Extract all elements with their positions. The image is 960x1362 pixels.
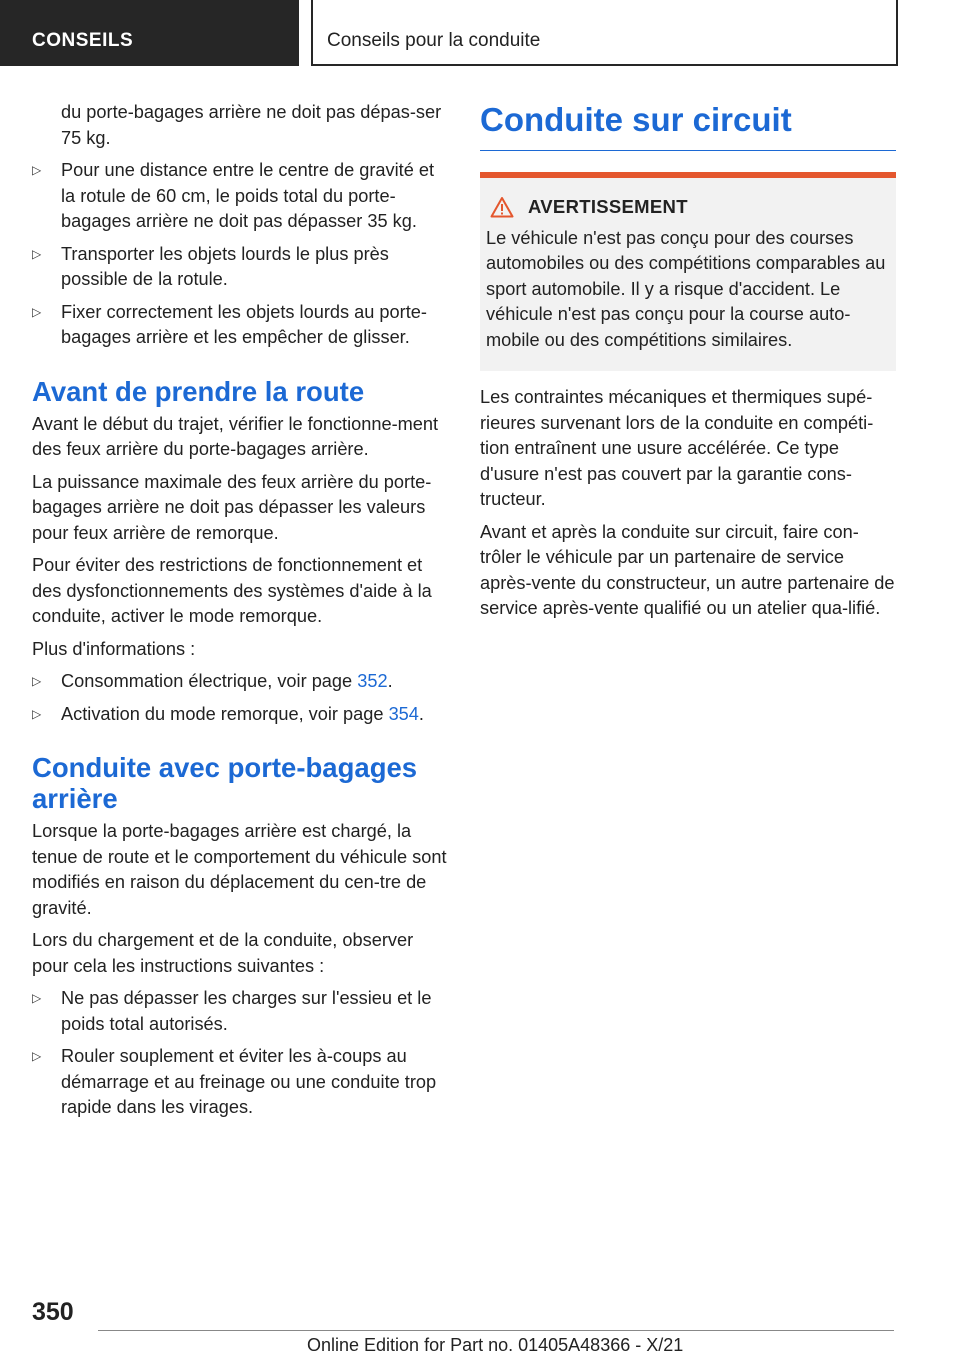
footer-edition: Online Edition for Part no. 01405A48366 - X/21 [307, 1335, 684, 1355]
paragraph: Avant et après la conduite sur circuit, faire con‐trôler le véhicule par un partenaire de service après-vente du constructeur, un autre partenaire de service après-vente qualifié ou un atelier qua‐lifié. [480, 521, 895, 618]
paragraph: Pour éviter des restrictions de fonctionnement et des dysfonctionnements des systèmes d'aide à la conduite, activer le mode remorque. [32, 555, 432, 626]
warning-header [486, 194, 890, 220]
paragraph: Avant le début du trajet, vérifier le fonctionne‐ment des feux arrière du porte-bagages arrière. [32, 413, 439, 459]
right-column [480, 100, 896, 629]
page-link-354[interactable]: 354 [388, 703, 419, 724]
bullet-icon: ▷ [32, 706, 42, 721]
page-link-352[interactable]: 352 [357, 671, 388, 691]
paragraph: Lorsque la porte-bagages arrière est chargé, la tenue de route et le comportement du véhicule sont modifiés en raison du déplacement du cen‐tre de gravité. [32, 821, 447, 918]
section-tab [0, 0, 299, 66]
warning-triangle-icon [490, 196, 514, 218]
page-number: 350 [32, 1298, 74, 1326]
section-heading-circuit: Conduite sur circuit [480, 100, 896, 151]
heading-avant-route: Avant de prendre la route [32, 375, 365, 407]
warning-box [480, 172, 896, 371]
section-title: CONSEILS [32, 30, 134, 51]
paragraph: Les contraintes mécaniques et thermiques supé‐rieures survenant lors de la conduite en compéti‐tion entraînent une usure accélérée. Ce type d'usure n'est pas couvert par la garantie cons‐tructeur. [480, 387, 874, 509]
reference-item: ▷ Activation du mode remorque, voir page 354. [32, 702, 450, 728]
left-column [32, 100, 450, 1128]
list-item: ▷ Fixer correctement les objets lourds au porte-bagages arrière et les empêcher de glisser. [32, 301, 427, 347]
warning-text: Le véhicule n'est pas conçu pour des courses automobiles ou des compétitions comparables au sport automobile. Il y a risque d'accident. Le véhicule n'est pas conçu pour la course auto‐mobile ou des compétitions similaires. [486, 227, 886, 350]
reference-item: ▷ Consommation électrique, voir page 352. [32, 669, 450, 695]
footer-divider [98, 1330, 894, 1331]
continued-text: du porte-bagages arrière ne doit pas dépas‐ser 75 kg. [61, 102, 442, 148]
list-item: ▷ Pour une distance entre le centre de gravité et la rotule de 60 cm, le poids total du porte-bagages arrière ne doit pas dépasser 35 kg. [32, 160, 435, 231]
list-item: ▷ Ne pas dépasser les charges sur l'essieu et le poids total autorisés. [32, 988, 432, 1034]
chapter-header [311, 0, 898, 66]
list-item: ▷ Rouler souplement et éviter les à-coups au démarrage et au freinage ou une conduite trop rapide dans les virages. [32, 1046, 437, 1117]
bullet-icon: ▷ [32, 674, 42, 688]
paragraph: Lors du chargement et de la conduite, observer pour cela les instructions suivantes : [32, 930, 414, 976]
heading-conduite-porte-bagages: Conduite avec porte-bagages arrière [32, 752, 418, 814]
bullet-icon: ▷ [32, 991, 42, 1005]
bullet-icon: ▷ [32, 1049, 42, 1063]
bullet-icon: ▷ [32, 246, 42, 261]
paragraph: Plus d'informations : [32, 638, 196, 659]
chapter-title: Conseils pour la conduite [327, 30, 541, 51]
bullet-icon: ▷ [32, 163, 42, 177]
bullet-icon: ▷ [32, 304, 42, 319]
warning-title: AVERTISSEMENT [528, 196, 688, 217]
paragraph: La puissance maximale des feux arrière du porte-bagages arrière ne doit pas dépasser les valeurs pour feux arrière de remorque. [32, 471, 432, 543]
list-item: ▷ Transporter les objets lourds le plus près possible de la rotule. [32, 243, 389, 289]
